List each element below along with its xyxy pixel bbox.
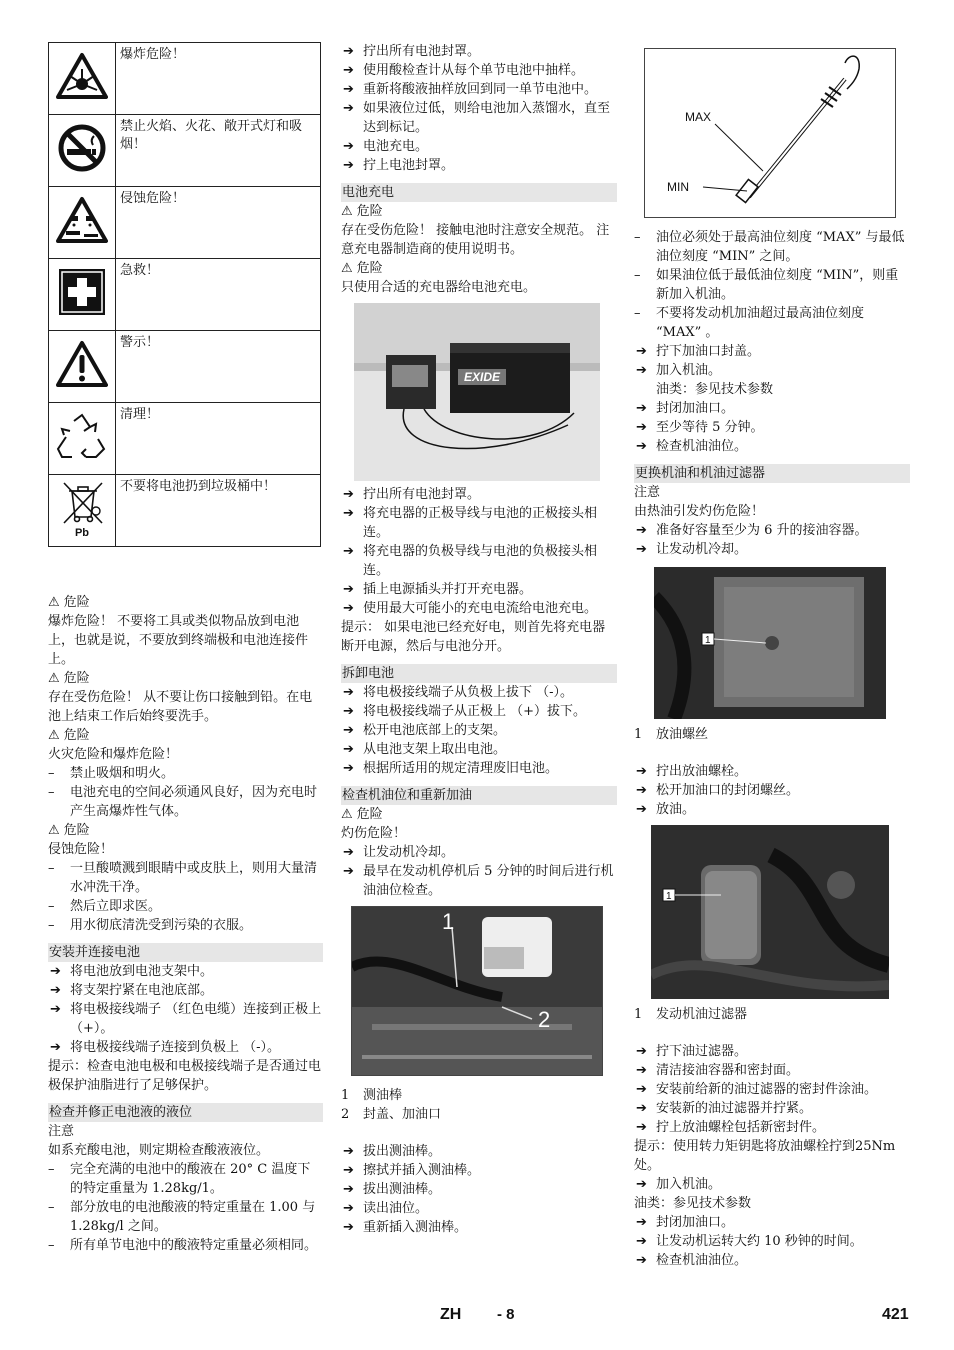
- step-item: ➔ 让发动机冷却。: [343, 845, 455, 860]
- step-item: ➔ 封闭加油口。: [636, 401, 735, 416]
- step-item: ➔ 将支架拧紧在电池底部。: [50, 983, 214, 998]
- step-item: ➔ 重新将酸液抽样放回到同一单节电池中。: [343, 82, 598, 97]
- danger-text: 只使用合适的充电器给电池充电。: [341, 280, 537, 295]
- recycling-icon: [56, 411, 108, 461]
- list-item: – 不要将发动机加油超过最高油位刻度 “MAX” 。: [634, 306, 865, 340]
- danger-title: 侵蚀危险！: [48, 842, 114, 857]
- section-heading-remove: 拆卸电池: [341, 664, 617, 683]
- step-item: ➔ 从电池支架上取出电池。: [343, 742, 507, 757]
- warning-triangle-icon: ⚠: [48, 823, 60, 838]
- danger-text: 存在受伤危险！ 接触电池时注意安全规范。 注意充电器制造商的使用说明书。: [341, 223, 610, 257]
- step-item: ➔ 使用最大可能小的充电电流给电池充电。: [343, 601, 598, 616]
- step-item: ➔ 将电极接线端子从负极上拔下 （-）。: [343, 685, 574, 700]
- danger-heading: ⚠ 危险: [48, 671, 90, 686]
- step-item: ➔ 拧下油过滤器。: [636, 1044, 748, 1059]
- section-heading-install: 安装并连接电池: [48, 943, 323, 962]
- symbol-row: [49, 331, 321, 403]
- step-item: ➔ 擦拭并插入测油棒。: [343, 1163, 481, 1178]
- figure-caption: 2 封盖、加油口: [341, 1107, 442, 1122]
- step-item: ➔ 准备好容量至少为 6 升的接油容器。: [636, 523, 868, 538]
- column-3: [634, 48, 910, 1270]
- step-item: ➔ 加入机油。: [636, 363, 722, 378]
- list-item: – 电池充电的空间必须通风良好，因为充电时产生高爆炸性气体。: [48, 785, 318, 819]
- symbol-text: 侵蚀危险！: [116, 187, 321, 259]
- danger-heading: ⚠ 危险: [341, 807, 383, 822]
- list-item: – 用水彻底清洗受到污染的衣服。: [48, 918, 253, 933]
- fig-label: 2: [538, 1007, 551, 1032]
- step-item: ➔ 读出油位。: [343, 1201, 429, 1216]
- step-item: ➔ 拧出放油螺栓。: [636, 764, 748, 779]
- section-heading-oil-level: 检查机油位和重新加油: [341, 786, 617, 805]
- danger-heading: ⚠ 危险: [341, 204, 383, 219]
- fig-label: 1: [666, 891, 672, 902]
- danger-text: 爆炸危险！ 不要将工具或类似物品放到电池上，也就是说，不要放到终端极和电池连接件上。: [48, 614, 309, 667]
- list-item: – 如果油位低于最低油位刻度 “MIN”，则重新加入机油。: [634, 268, 899, 302]
- step-item: ➔ 加入机油。: [636, 1177, 722, 1192]
- max-label: MAX: [685, 110, 712, 124]
- step-item: ➔ 封闭加油口。: [636, 1215, 735, 1230]
- step-item: ➔ 至少等待 5 分钟。: [636, 420, 764, 435]
- list-item: – 禁止吸烟和明火。: [48, 766, 175, 781]
- step-item: ➔ 使用酸检查计从每个单节电池中抽样。: [343, 63, 585, 78]
- figure-caption: 1 发动机油过滤器: [634, 1007, 748, 1022]
- danger-title: 灼伤危险！: [341, 826, 407, 841]
- symbol-text: 爆炸危险！: [116, 43, 321, 115]
- danger-title: 火灾危险和爆炸危险！: [48, 747, 179, 762]
- step-item: ➔ 拧出所有电池封罩。: [343, 44, 481, 59]
- danger-heading: ⚠ 危险: [341, 261, 383, 276]
- danger-heading: ⚠ 危险: [48, 823, 90, 838]
- step-item: ➔ 检查机油油位。: [636, 1253, 748, 1268]
- warning-triangle-icon: ⚠: [341, 261, 353, 276]
- list-item: – 一旦酸喷溅到眼睛中或皮肤上，则用大量清水冲洗干净。: [48, 861, 318, 895]
- footer-subpage: - 8: [497, 1306, 515, 1323]
- no-battery-trash-icon: [56, 477, 108, 539]
- step-item: ➔ 松开电池底部上的支架。: [343, 723, 507, 738]
- explosion-warning-icon: [56, 52, 108, 100]
- step-item: ➔ 拔出测油棒。: [343, 1144, 442, 1159]
- engine-dipstick-photo: [351, 906, 603, 1076]
- first-aid-icon: [58, 268, 106, 316]
- symbol-row: [49, 115, 321, 187]
- symbol-text: 不要将电池扔到垃圾桶中！: [116, 475, 321, 547]
- min-label: MIN: [667, 180, 689, 194]
- step-item: ➔ 拧上电池封罩。: [343, 158, 455, 173]
- section-heading-check-acid: 检查并修正电池液的液位: [48, 1103, 323, 1122]
- warning-triangle-icon: ⚠: [48, 595, 60, 610]
- figure-caption: 1 放油螺丝: [634, 727, 709, 742]
- warning-triangle-icon: ⚠: [341, 204, 353, 219]
- step-item: ➔ 让发动机冷却。: [636, 542, 748, 557]
- note-label: 注意: [634, 485, 661, 500]
- footer-language: ZH: [440, 1306, 462, 1323]
- step-item: ➔ 电池充电。: [343, 139, 429, 154]
- list-item: – 部分放电的电池酸液的特定重量在 1.00 与 1.28kg/l 之间。: [48, 1200, 316, 1234]
- step-item: ➔ 让发动机运转大约 10 秒钟的时间。: [636, 1234, 863, 1249]
- note-text: 提示：使用转力矩钥匙将放油螺栓拧到25Nm 处。: [634, 1139, 896, 1173]
- drain-plug-photo: [654, 567, 886, 719]
- step-item: ➔ 清洁接油容器和密封面。: [636, 1063, 800, 1078]
- battery-charger-photo: [354, 303, 600, 481]
- oil-type-text: 油类：参见技术参数: [634, 1196, 752, 1211]
- step-item: ➔ 最早在发动机停机后 5 分钟的时间后进行机油油位检查。: [343, 864, 614, 898]
- step-item: ➔ 将充电器的负极导线与电池的负极接头相连。: [343, 544, 598, 578]
- step-item: ➔ 拧出所有电池封罩。: [343, 487, 481, 502]
- danger-text: 存在受伤危险！ 从不要让伤口接触到铅。在电池上结束工作后始终要洗手。: [48, 690, 313, 724]
- step-item: ➔ 将电极接线端子连接到负极上 （-）。: [50, 1040, 281, 1055]
- symbol-row: [49, 475, 321, 547]
- step-item: ➔ 将充电器的正极导线与电池的正极接头相连。: [343, 506, 598, 540]
- note-text: 如系充酸电池，则定期检查酸液液位。: [48, 1143, 270, 1158]
- page-number: 421: [882, 1306, 909, 1323]
- step-item: ➔ 将电极接线端子从正极上 （+）拔下。: [343, 704, 587, 719]
- list-item: – 油位必须处于最高油位刻度 “MAX” 与最低油位刻度 “MIN” 之间。: [634, 230, 905, 264]
- step-item: ➔ 放油。: [636, 802, 696, 817]
- step-item: ➔ 拧上放油螺栓包括新密封件。: [636, 1120, 826, 1135]
- symbol-text: 警示！: [116, 331, 321, 403]
- step-item: ➔ 安装前给新的油过滤器的密封件涂油。: [636, 1082, 878, 1097]
- step-item: ➔ 检查机油油位。: [636, 439, 748, 454]
- warning-triangle-icon: ⚠: [341, 807, 353, 822]
- corrosive-warning-icon: [56, 196, 108, 244]
- danger-heading: ⚠ 危险: [48, 595, 90, 610]
- step-item: ➔ 插上电源插头并打开充电器。: [343, 582, 533, 597]
- dipstick-diagram: [644, 48, 896, 218]
- symbol-text: 禁止火焰、火花、敞开式灯和吸烟！: [116, 115, 321, 187]
- symbol-row: [49, 403, 321, 475]
- step-item: ➔ 拔出测油棒。: [343, 1182, 442, 1197]
- note-text: 提示：检查电池电极和电极接线端子是否通过电极保护油脂进行了足够保护。: [48, 1059, 322, 1093]
- danger-heading: ⚠ 危险: [48, 728, 90, 743]
- symbol-row: [49, 43, 321, 115]
- column-1: [48, 42, 323, 1255]
- step-item: ➔ 将电池放到电池支架中。: [50, 964, 214, 979]
- step-item: ➔ 重新插入测油棒。: [343, 1220, 468, 1235]
- general-warning-icon: [56, 340, 108, 388]
- section-heading-oil-change: 更换机油和机油过滤器: [634, 464, 910, 483]
- list-item: – 然后立即求医。: [48, 899, 162, 914]
- symbol-text: 急救！: [116, 259, 321, 331]
- pb-label: Pb: [74, 526, 90, 539]
- step-item: ➔ 根据所适用的规定清理废旧电池。: [343, 761, 559, 776]
- symbol-row: [49, 187, 321, 259]
- symbol-row: [49, 259, 321, 331]
- step-item: ➔ 松开加油口的封闭螺丝。: [636, 783, 800, 798]
- note-text: 由热油引发灼伤危险！: [634, 504, 765, 519]
- symbol-text: 清理！: [116, 403, 321, 475]
- no-fire-smoking-icon: [57, 123, 107, 173]
- list-item: – 完全充满的电池中的酸液在 20° C 温度下的特定重量为 1.28kg/1。: [48, 1162, 311, 1196]
- fig-label: 1: [442, 909, 455, 934]
- oil-filter-photo: [651, 825, 889, 999]
- battery-brand-label: EXIDE: [463, 370, 501, 384]
- safety-symbol-table: [48, 42, 321, 547]
- column-2: [341, 42, 617, 1237]
- warning-triangle-icon: ⚠: [48, 728, 60, 743]
- note-text: 提示： 如果电池已经充好电，则首先将充电器断开电源，然后与电池分开。: [341, 620, 606, 654]
- step-item: ➔ 安装新的油过滤器并拧紧。: [636, 1101, 813, 1116]
- step-item: ➔ 如果液位过低，则给电池加入蒸馏水，直至达到标记。: [343, 101, 611, 135]
- note-label: 注意: [48, 1124, 75, 1139]
- fig-label: 1: [705, 635, 711, 646]
- section-heading-charge: 电池充电: [341, 183, 617, 202]
- warning-triangle-icon: ⚠: [48, 671, 60, 686]
- step-item: ➔ 拧下加油口封盖。: [636, 344, 761, 359]
- oil-type-text: 油类：参见技术参数: [656, 382, 774, 397]
- list-item: – 所有单节电池中的酸液特定重量必须相同。: [48, 1238, 318, 1253]
- step-item: ➔ 将电极接线端子 （红色电缆）连接到正极上 （+）。: [50, 1002, 322, 1036]
- figure-caption: 1 测油棒: [341, 1088, 403, 1103]
